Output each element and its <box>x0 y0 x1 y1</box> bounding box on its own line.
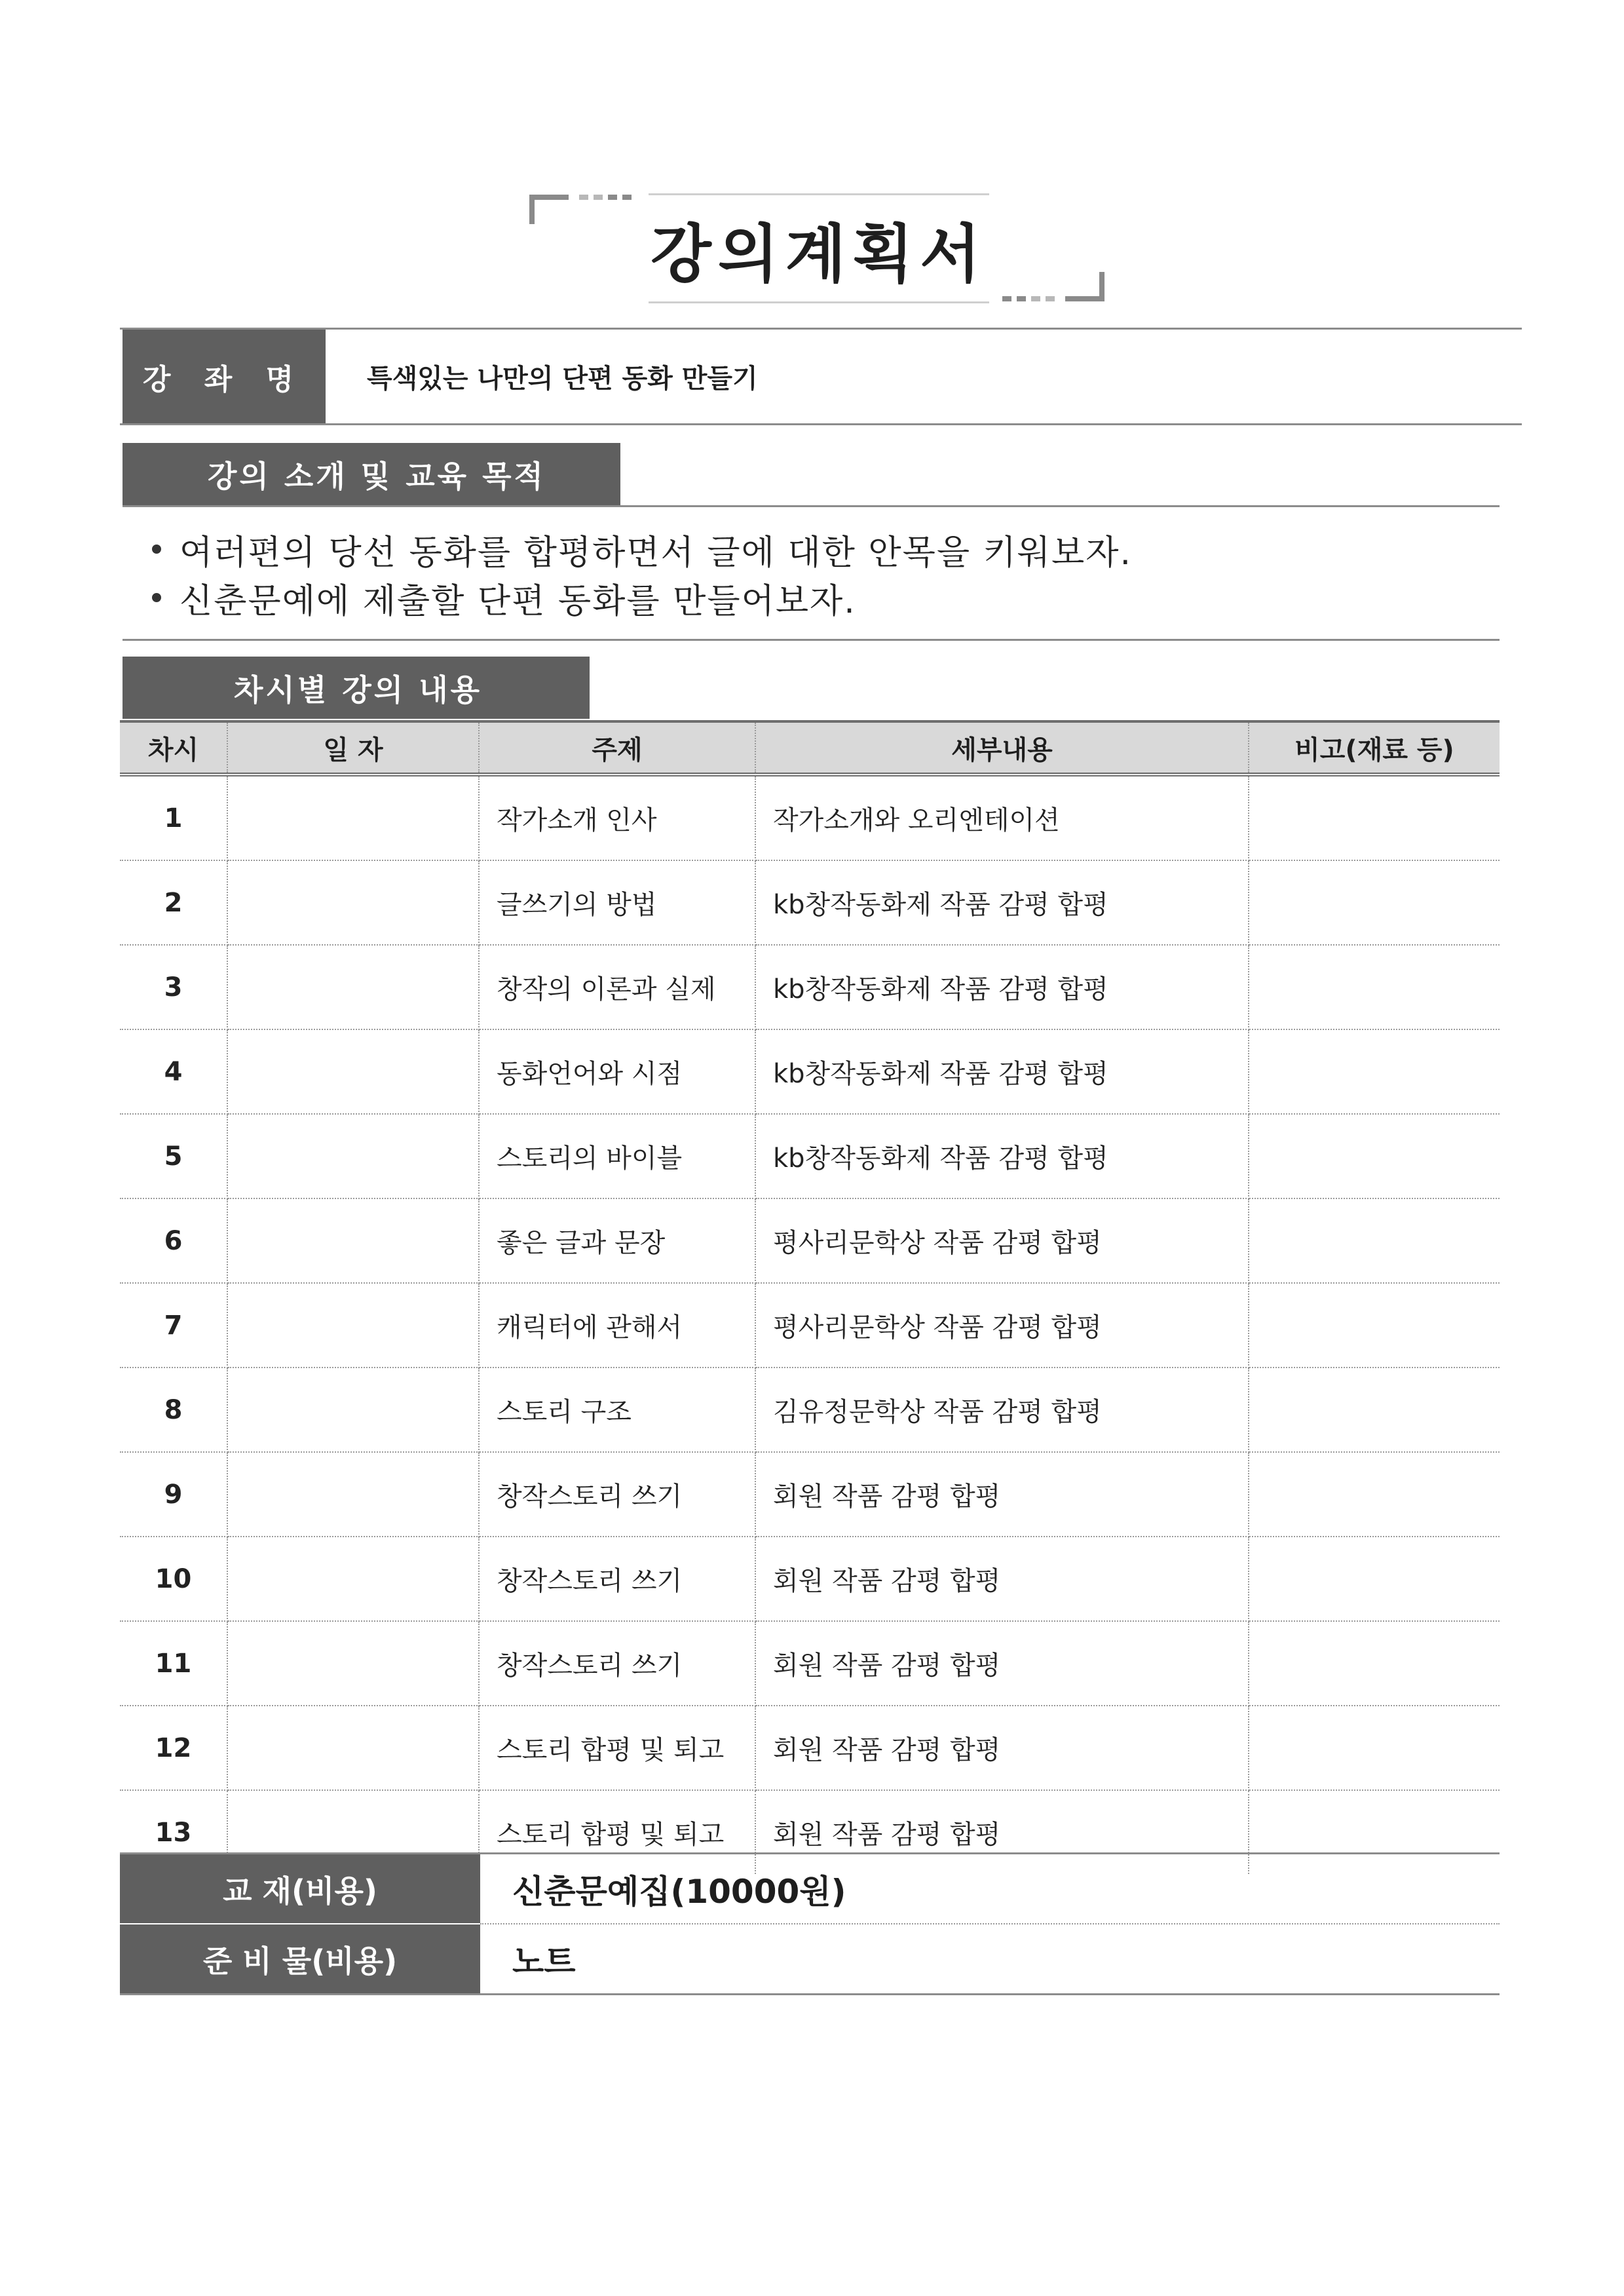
session-topic: 스토리 합평 및 퇴고 <box>479 1706 755 1790</box>
session-note <box>1249 1621 1500 1706</box>
session-number: 10 <box>120 1537 227 1621</box>
session-date <box>227 1029 479 1114</box>
title-deco-dash <box>1046 296 1055 301</box>
bullet-dot-icon <box>152 545 161 554</box>
title-deco-dash <box>1002 296 1011 301</box>
table-row <box>120 1368 1500 1452</box>
table-row <box>120 1452 1500 1537</box>
session-number: 12 <box>120 1706 227 1790</box>
title-bottom-line <box>649 301 989 303</box>
session-note <box>1249 1114 1500 1198</box>
session-note <box>1249 860 1500 945</box>
session-date <box>227 860 479 945</box>
session-detail: 회원 작품 감평 합평 <box>755 1452 1249 1537</box>
session-detail: kb창작동화제 작품 감평 합평 <box>755 945 1249 1029</box>
column-header-session: 차시 <box>120 721 227 775</box>
session-topic: 작가소개 인사 <box>479 775 755 860</box>
session-number: 1 <box>120 775 227 860</box>
session-note <box>1249 1706 1500 1790</box>
page-title: 강의계획서 <box>651 217 987 291</box>
session-note <box>1249 1452 1500 1537</box>
course-row-top-line <box>120 328 1522 330</box>
course-row-bottom-line <box>120 423 1522 425</box>
column-header-date: 일 자 <box>227 721 479 775</box>
session-date <box>227 945 479 1029</box>
session-note <box>1249 1029 1500 1114</box>
session-detail: 회원 작품 감평 합평 <box>755 1790 1249 1874</box>
intro-section-heading: 강의 소개 및 교육 목적 <box>123 443 620 505</box>
session-note <box>1249 1790 1500 1874</box>
title-top-line <box>649 193 989 195</box>
intro-top-line <box>123 505 1500 507</box>
title-deco-dash <box>579 195 588 200</box>
session-number: 7 <box>120 1283 227 1368</box>
title-deco-bracket-right-vertical <box>1099 272 1105 301</box>
session-note <box>1249 1198 1500 1283</box>
supplies-label: 준 비 물(비용) <box>120 1924 480 1993</box>
title-deco-bracket-left-horizontal <box>529 195 569 200</box>
session-date <box>227 775 479 860</box>
table-header-row <box>120 721 1500 775</box>
table-row <box>120 1537 1500 1621</box>
title-deco-bracket-right-horizontal <box>1065 296 1105 301</box>
materials-bottom-line <box>120 1993 1500 1995</box>
session-note <box>1249 1368 1500 1452</box>
session-topic: 캐릭터에 관해서 <box>479 1283 755 1368</box>
textbook-value: 신춘문예집(10000원) <box>512 1872 846 1911</box>
table-row <box>120 860 1500 945</box>
session-topic: 스토리의 바이블 <box>479 1114 755 1198</box>
schedule-section-heading: 차시별 강의 내용 <box>123 657 590 719</box>
session-detail: kb창작동화제 작품 감평 합평 <box>755 1029 1249 1114</box>
intro-bullet-text: 신춘문예에 제출할 단편 동화를 만들어보자. <box>179 581 856 621</box>
session-date <box>227 1198 479 1283</box>
session-topic: 스토리 합평 및 퇴고 <box>479 1790 755 1874</box>
session-number: 8 <box>120 1368 227 1452</box>
session-date <box>227 1368 479 1452</box>
session-date <box>227 1537 479 1621</box>
table-row <box>120 1198 1500 1283</box>
session-detail: 김유정문학상 작품 감평 합평 <box>755 1368 1249 1452</box>
session-detail: 회원 작품 감평 합평 <box>755 1621 1249 1706</box>
table-row <box>120 1114 1500 1198</box>
session-number: 6 <box>120 1198 227 1283</box>
bullet-dot-icon <box>152 593 161 602</box>
table-row <box>120 1621 1500 1706</box>
session-detail: 평사리문학상 작품 감평 합평 <box>755 1198 1249 1283</box>
session-detail: 작가소개와 오리엔테이션 <box>755 775 1249 860</box>
intro-bullet <box>152 526 1132 573</box>
session-note <box>1249 1283 1500 1368</box>
course-name-label: 강 좌 명 <box>123 330 326 423</box>
table-row <box>120 1706 1500 1790</box>
session-topic: 창작스토리 쓰기 <box>479 1452 755 1537</box>
session-date <box>227 1621 479 1706</box>
session-date <box>227 1452 479 1537</box>
textbook-label: 교 재(비용) <box>120 1854 480 1923</box>
intro-bullet-text: 여러편의 당선 동화를 합평하면서 글에 대한 안목을 키워보자. <box>179 533 1133 573</box>
session-detail: kb창작동화제 작품 감평 합평 <box>755 1114 1249 1198</box>
session-topic: 글쓰기의 방법 <box>479 860 755 945</box>
title-deco-dash <box>622 195 632 200</box>
session-detail: kb창작동화제 작품 감평 합평 <box>755 860 1249 945</box>
column-header-topic: 주제 <box>479 721 755 775</box>
session-note <box>1249 775 1500 860</box>
session-note <box>1249 945 1500 1029</box>
session-number: 4 <box>120 1029 227 1114</box>
title-deco-dash <box>1017 296 1026 301</box>
session-date <box>227 1706 479 1790</box>
session-number: 3 <box>120 945 227 1029</box>
session-number: 11 <box>120 1621 227 1706</box>
table-row <box>120 945 1500 1029</box>
session-number: 9 <box>120 1452 227 1537</box>
session-detail: 평사리문학상 작품 감평 합평 <box>755 1283 1249 1368</box>
supplies-value: 노트 <box>512 1942 576 1981</box>
session-detail: 회원 작품 감평 합평 <box>755 1537 1249 1621</box>
intro-bullet <box>152 574 856 621</box>
session-topic: 좋은 글과 문장 <box>479 1198 755 1283</box>
title-deco-dash <box>594 195 603 200</box>
table-row <box>120 1283 1500 1368</box>
course-name-value: 특색있는 나만의 단편 동화 만들기 <box>367 364 758 394</box>
title-deco-dash <box>608 195 617 200</box>
session-note <box>1249 1537 1500 1621</box>
intro-bottom-line <box>123 639 1500 641</box>
session-topic: 동화언어와 시점 <box>479 1029 755 1114</box>
session-number: 2 <box>120 860 227 945</box>
session-topic: 창작의 이론과 실제 <box>479 945 755 1029</box>
session-topic: 창작스토리 쓰기 <box>479 1537 755 1621</box>
session-number: 13 <box>120 1790 227 1874</box>
session-date <box>227 1283 479 1368</box>
materials-divider <box>480 1923 1500 1924</box>
session-topic: 스토리 구조 <box>479 1368 755 1452</box>
session-date <box>227 1114 479 1198</box>
table-row <box>120 1029 1500 1114</box>
session-topic: 창작스토리 쓰기 <box>479 1621 755 1706</box>
session-number: 5 <box>120 1114 227 1198</box>
session-detail: 회원 작품 감평 합평 <box>755 1706 1249 1790</box>
column-header-detail: 세부내용 <box>755 721 1249 775</box>
title-deco-dash <box>1031 296 1040 301</box>
column-header-note: 비고(재료 등) <box>1249 721 1500 775</box>
table-row <box>120 775 1500 860</box>
schedule-table <box>120 720 1500 1874</box>
